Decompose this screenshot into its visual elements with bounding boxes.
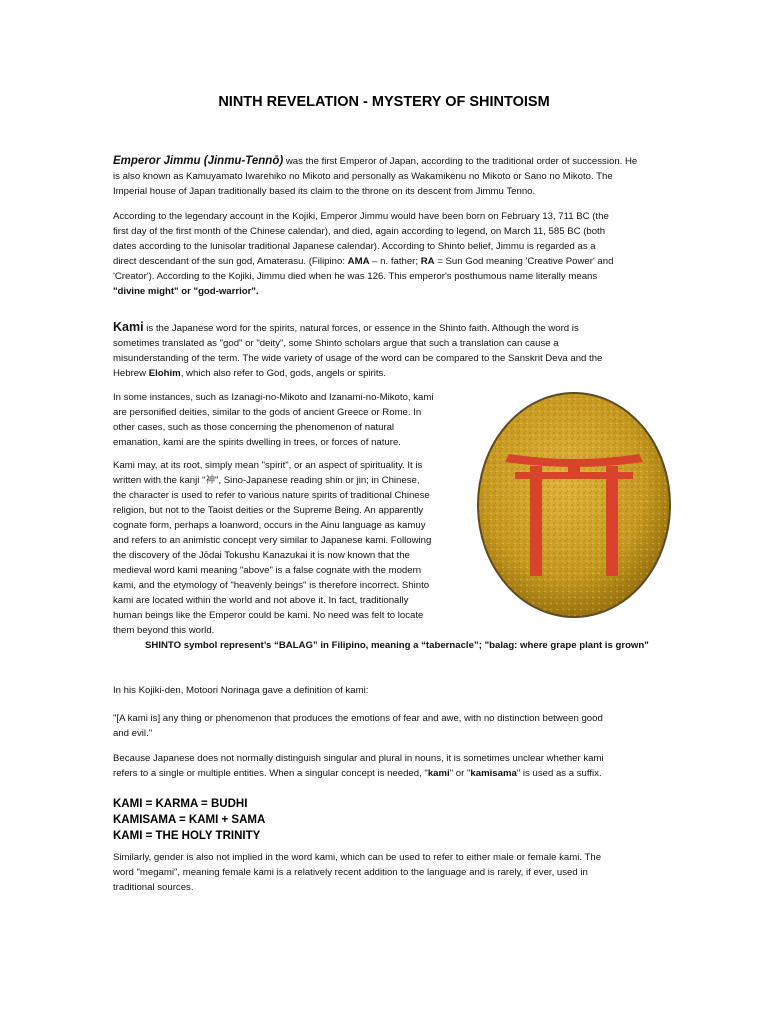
shinto-torii-emblem bbox=[475, 390, 673, 620]
paragraph-singular-plural: Because Japanese does not normally distinguish singular and plural in nouns, it is sometimes unclear whether kami refers to a single or multiple entities. When a singular concept is needed, "kami" or "kamisama" is used as a suffix. bbox=[113, 753, 604, 779]
emperor-jimmu-heading: Emperor Jimmu (Jinmu-Tennō) bbox=[113, 155, 284, 167]
kami-heading: Kami bbox=[113, 320, 144, 334]
kami-suffix-term: kami bbox=[427, 768, 450, 779]
equation-line: KAMI = KARMA = BUDHI bbox=[113, 798, 248, 810]
paragraph-norinaga: In his Kojiki-den, Motoori Norinaga gave a definition of kami: bbox=[113, 685, 369, 696]
emblem-caption: SHINTO symbol represent’s “BALAG” in Filipino, meaning a “tabernacle”; "balag: where grape plant is grown" bbox=[145, 640, 649, 651]
paragraph-instances: In some instances, such as Izanagi-no-Mikoto and Izanami-no-Mikoto, kami are personified deities, similar to the gods of ancient Greece or Rome. In other cases, such as those concerning the phenomenon of natural emanation, kami are the spirits dwelling in trees, or forces of nature. bbox=[113, 392, 434, 448]
paragraph-kami: Kami is the Japanese word for the spirits, natural forces, or essence in the Shinto faith. Although the word is sometimes translated as "god" or "deity", some Shinto scholars argue that such a translation can cause a misunderstanding of the term. The wide variety of usage of the word can be compared to the Sanskrit Deva and the Hebrew Elohim, which also refer to God, gods, angels or spirits. bbox=[113, 320, 603, 379]
divine-might-phrase: "divine might" or "god-warrior". bbox=[113, 286, 259, 297]
paragraph-legendary-account: According to the legendary account in the Kojiki, Emperor Jimmu would have been born on February 13, 711 BC (the first day of the first month of the Chinese calendar), and died, again according to legend, on March 11, 585 BC (both dates according to the lunisolar traditional Japanese calendar). According to Shinto belief, Jimmu is regarded as a direct descendant of the sun god, Amaterasu. (Filipino: AMA – n. father; RA = Sun God meaning 'Creative Power' and 'Creator'). According to the Kojiki, Jimmu died when he was 126. This emperor's posthumous name literally means "divine might" or "god-warrior". bbox=[113, 211, 614, 297]
paragraph-kami-root: Kami may, at its root, simply mean "spirit", or an aspect of spirituality. It is written with the kanji "神", Sino-Japanese reading shin or jin; in Chinese, the character is used to refer to various nature spirits of traditional Chinese religion, but not to the Taoist deities or the Supreme Being. An apparently cognate form, perhaps a loanword, occurs in the Ainu language as kamuy and refers to an animistic concept very similar to Japanese kami. Following the discovery of the Jōdai Tokushu Kanazukai it is now known that the medieval word kami meaning "above" is a false cognate with the modern kami, and the etymology of "heavenly beings" is therefore incorrect. Shinto kami are located within the world and not above it. In fact, traditionally human beings like the Emperor could be kami. No need was felt to locate them beyond this world. bbox=[113, 460, 432, 636]
kamisama-suffix-term: kamisama bbox=[470, 768, 517, 779]
page-title: NINTH REVELATION - MYSTERY OF SHINTOISM bbox=[218, 94, 550, 110]
ra-term: RA bbox=[420, 256, 435, 267]
paragraph-gender: Similarly, gender is also not implied in the word kami, which can be used to refer to either male or female kami. The word "megami", meaning female kami is a relatively recent addition to the language and is rarely, if ever, used in traditional sources. bbox=[113, 852, 602, 893]
paragraph-emperor-jimmu: Emperor Jimmu (Jinmu-Tennō) was the first Emperor of Japan, according to the traditional order of succession. He is also known as Kamuyamato Iwarehiko no Mikoto and personally as Wakamikenu no Mikoto or Sano no Mikoto. The Imperial house of Japan traditionally based its claim to the throne on its descent from Jimmu Tenno. bbox=[113, 155, 638, 197]
ama-term: AMA bbox=[347, 256, 370, 267]
paragraph-definition-quote: "[A kami is] any thing or phenomenon that produces the emotions of fear and awe, with no distinction between good and evil." bbox=[113, 713, 603, 739]
disc-texture bbox=[479, 394, 669, 616]
equation-line: KAMISAMA = KAMI + SAMA bbox=[113, 814, 266, 826]
elohim-term: Elohim bbox=[148, 368, 181, 379]
kami-equations bbox=[113, 796, 265, 844]
equation-line: KAMI = THE HOLY TRINITY bbox=[113, 830, 261, 842]
